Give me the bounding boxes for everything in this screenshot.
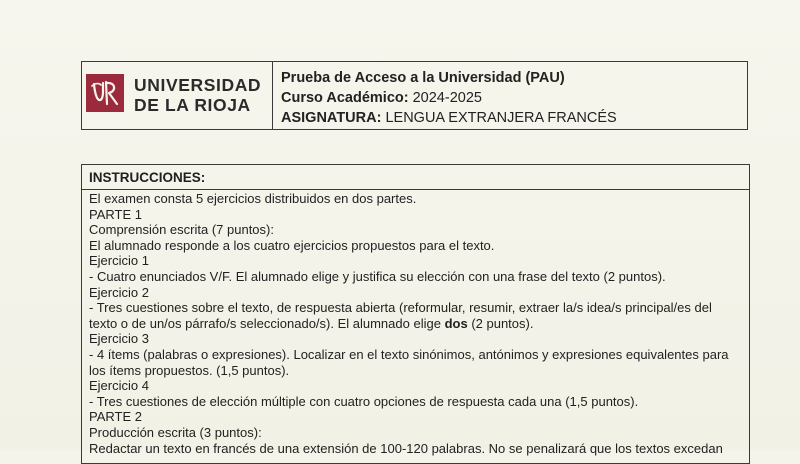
instructions-header — [82, 165, 749, 190]
instruction-line: - Tres cuestiones sobre el texto, de respuesta abierta (reformular, resumir, extraer la/s idea/s principal/es del — [89, 300, 712, 316]
exercise-heading: Ejercicio 1 — [89, 253, 149, 269]
instruction-line: El examen consta 5 ejercicios distribuidos en dos partes. — [89, 191, 417, 206]
instruction-line: - 4 ítems (palabras o expresiones). Localizar en el texto sinónimos, antónimos y expresiones equivalentes para — [89, 346, 729, 362]
emphasis-text: dos — [444, 315, 468, 331]
part-heading: PARTE 1 — [89, 206, 142, 222]
subject-value: LENGUA EXTRANJERA FRANCÉS — [385, 110, 617, 126]
instructions-body — [89, 191, 744, 456]
exam-header — [81, 61, 748, 130]
instruction-text: texto o de un/os párrafo/s seleccionado/s). El alumnado elige — [89, 315, 441, 331]
part-heading: PARTE 2 — [89, 409, 142, 425]
instruction-line: - Tres cuestiones de elección múltiple con cuatro opciones de respuesta cada una (1,5 puntos). — [89, 393, 639, 409]
instruction-line: Comprensión escrita (7 puntos): — [89, 222, 274, 238]
exercise-heading: Ejercicio 3 — [89, 331, 149, 347]
instruction-line: los ítems propuestos. (1,5 puntos). — [89, 362, 290, 378]
instruction-line — [89, 316, 744, 332]
header-divider — [272, 62, 273, 129]
course-value: 2024-2025 — [412, 90, 482, 106]
exercise-heading: Ejercicio 2 — [89, 284, 149, 300]
exercise-heading: Ejercicio 4 — [89, 378, 149, 394]
course-line — [281, 88, 617, 108]
instruction-line: Producción escrita (3 puntos): — [89, 424, 262, 440]
instruction-line: Redactar un texto en francés de una extensión de 100-120 palabras. No se penalizará que los textos excedan — [89, 440, 723, 456]
instructions-title: INSTRUCCIONES: — [89, 170, 206, 185]
university-name-line1: UNIVERSIDAD — [134, 75, 262, 95]
subject-label: ASIGNATURA: — [281, 110, 382, 126]
exam-info — [281, 68, 617, 128]
instructions-box — [81, 164, 750, 464]
course-label: Curso Académico: — [281, 90, 409, 106]
exam-title: Prueba de Acceso a la Universidad (PAU) — [281, 70, 565, 86]
subject-line — [281, 108, 617, 128]
university-logo-icon — [86, 74, 124, 112]
university-name — [134, 75, 261, 115]
instruction-line: El alumnado responde a los cuatro ejercicios propuestos para el texto. — [89, 237, 495, 253]
instruction-line: - Cuatro enunciados V/F. El alumnado elige y justifica su elección con una frase del texto (2 puntos). — [89, 268, 666, 284]
university-name-line2: DE LA RIOJA — [134, 95, 251, 115]
instruction-text: (2 puntos). — [471, 315, 534, 331]
